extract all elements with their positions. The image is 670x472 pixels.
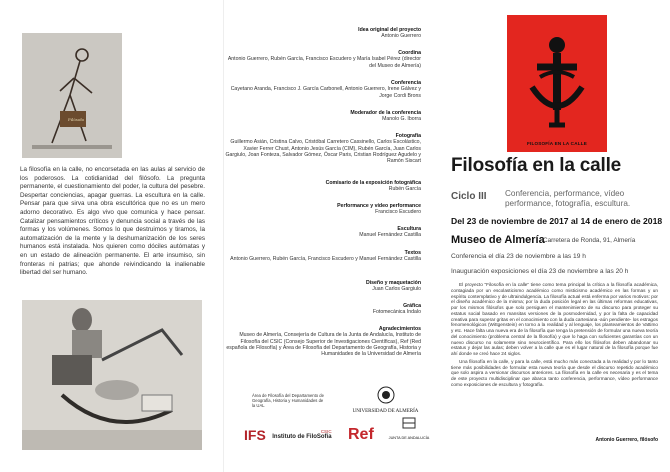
filosofia-calle-emblem-icon <box>507 15 607 152</box>
credit-title: Moderador de la conferencia <box>350 110 421 116</box>
credit-title: Coordina <box>398 50 421 56</box>
credit-text: Museo de Almería, Consejería de Cultura de la Junta de Andalucía, Instituto de Filosofía del CSIC (Consejo Superior de Investigaciones Científicas), Ref (Red española de Filosofía) y Área de Filosofía del Departamento de Geografía, Historia y Humanidades de la Universidad de Almería <box>226 332 421 358</box>
ual-seal-icon <box>377 386 395 404</box>
credit-idea <box>221 27 421 40</box>
credit-conferencia <box>221 80 421 99</box>
ifs-csic: CSIC <box>320 429 332 435</box>
credit-title: Diseño y maquetación <box>365 280 421 286</box>
credit-title: Fotografía <box>395 133 421 139</box>
credit-comisario <box>221 180 421 193</box>
credit-performance <box>221 203 421 216</box>
junta-text: JUNTA DE ANDALUCÍA <box>388 436 430 440</box>
credit-title: Agradecimientos <box>378 326 421 332</box>
credit-text: Francisco Escudero <box>375 209 421 216</box>
credit-title: Comisario de la exposición fotográfica <box>325 180 421 186</box>
credit-text: Manolo G. Iborra <box>382 116 421 123</box>
poster-logo <box>507 15 607 152</box>
credit-title: Conferencia <box>391 80 421 86</box>
poster-caption: FILOSOFÍA EN LA CALLE <box>526 141 587 146</box>
ref-logo <box>346 420 380 446</box>
description-paragraph-2: Una filosofía en la calle, y para la calle, está mucho más conectada a la realidad y por lo tanto tiene más posibilidades de formular esta nueva teoría que desde el discurso repetido académico que solo aspira a versionar discursos anteriores. La filosofía en la calle es necesaria y es el tema de este proyecto multidisciplinar que abarca tanto conferencia, performance, vídeo performance como exposiciones de escultura y fotografía. <box>451 358 658 387</box>
ciclo-description: Conferencia, performance, vídeo performance, fotografía, escultura. <box>505 189 631 208</box>
ciclo-label: Ciclo III <box>451 191 487 202</box>
credit-coordina <box>221 50 421 69</box>
credit-text: Manuel Fernández Castilla <box>359 232 421 239</box>
ref-text: Ref <box>348 426 374 443</box>
credit-title: Performance y vídeo performance <box>337 203 421 209</box>
credit-fotografia <box>221 133 421 164</box>
sculpture-photo-filosofo <box>22 33 122 158</box>
event-conferencia: Conferencia el día 23 de noviembre a las 19 h <box>451 253 586 260</box>
credit-text: Cayetano Aranda, Francisco J. García Carbonell, Antonio Guerrero, Irene Gálvez y Jorge Cordi Brons <box>230 86 421 99</box>
credit-text: Guillermo Asián, Cristina Calvo, Cristóbal Carretero Cassinello, Carlos Escolástico, Xavier Ferrer Chust, Antonio Jesús García (CIM), Rubén García, Juan Carlos Gargiulo, Joan Fonteza, Salvador Gómez, Óscar Paris, Cristian Rodríguez Agudelo y Ramón Siscart <box>225 139 421 165</box>
junta-emblem-icon <box>400 417 418 431</box>
credit-diseno <box>221 280 421 293</box>
left-panel <box>0 0 223 472</box>
sign-text: Filósofo <box>68 117 85 122</box>
venue-name: Museo de Almería <box>451 234 545 246</box>
event-inauguracion: Inauguración exposiciones el día 23 de noviembre a las 20 h <box>451 268 629 275</box>
ual-text: UNIVERSIDAD DE ALMERÍA <box>352 409 419 414</box>
description-paragraph-1: El proyecto “Filosofía en la calle” tiene como tema principal la crítica a la filosofía académica, contagiada por un escolasticismo académico como misticismo académico en las formas y un espíritu contemplativo y de ultraindulgencia. La filosofía actual está enferma por varios motivos: por el diseño académico de la misma; por la duda posición legal en las últimas reformas educativas, por los mismos filósofos que solo persiguen el mantenimiento de su discurso para proteger su estatus social basado en mansitas versiones de la posmodernidad, y por la falta de capacidad creativa para superar gritas en el conocimiento con la duda cartesiana -aún pendiente- los estragos fenomenológicos (Wittgenstein) en torno a la realidad y al lenguaje, los planteamientos de Vattimo y etc. Hace falta una nueva era de la filosofía que tenga la pretensión de formular una nueva teoría del conocimiento (problema central de la filosofía) y que lo haga con suficientes garantías con un nuevo discurso no solamente sino neurocientífico. Para ello los filósofos deben abandonar su estatus y dejar las aulas; deben volver a la calle que es el lugar natural de la filosofía porque fue ahí donde se creó hace 24 siglos. <box>451 282 658 356</box>
ual-logo <box>348 386 423 414</box>
credit-textos <box>221 250 421 263</box>
credit-title: Textos <box>404 250 421 256</box>
project-description <box>451 282 658 390</box>
intro-text <box>20 166 205 278</box>
area-filosofia-caption: Área de Filosofía del Departamento de Geografía, Historia y Humanidades de la UAL <box>252 393 324 408</box>
venue-address: Carretera de Ronda, 91, Almería <box>543 237 636 244</box>
credit-text: Antonio Guerrero, Rubén García, Francisco Escudero y María Isabel Pérez (director del Museo de Almería) <box>227 56 421 69</box>
credit-moderador <box>221 110 421 123</box>
credit-title: Idea original del proyecto <box>358 27 421 33</box>
page-title: Filosofía en la calle <box>451 155 622 176</box>
event-dates: Del 23 de noviembre de 2017 al 14 de enero de 2018 <box>451 216 663 226</box>
signature: Antonio Guerrero, filósofo <box>595 437 658 443</box>
credit-title: Gráfica <box>403 303 421 309</box>
credit-title: Escultura <box>397 226 421 232</box>
credit-text: Antonio Guerrero <box>381 33 421 40</box>
credit-text: Juan Carlos Gargiulo <box>372 286 421 293</box>
ifs-logo <box>244 426 339 444</box>
ifs-short: IFS <box>244 426 266 443</box>
sculpture-photo-machine <box>22 300 202 450</box>
credit-text: Fotomecánica Indalo <box>372 309 421 316</box>
credit-escultura <box>221 226 421 239</box>
credit-grafica <box>221 303 421 316</box>
credit-text: Antonio Guerrero, Rubén García, Francisco Escudero y Manuel Fernández Castilla <box>230 256 421 263</box>
intro-paragraph: La filosofía en la calle, no encorsetada en las aulas al servicio de los poderosos. La cotidianidad del filósofo. La pregunta permanente, el cuestionamiento del poder, la cultura del pesebre. Despertar conciencias, apagar guerras. La escultura en la calle. Pensar para que sirva una obra escultórica que no es un mero adorno decorativo. Es algo vivo que comunica y hace pensar. Catalizar pensamientos críticos y denuncia social a través de las formas y los volúmenes. Somos lo que destruimos y tiramos, la automatización de la mente y la deshumanización de los seres humanos está instalada. Nos quieren como dóciles autómatas y en un estado de alineación permanente. El arte insumiso, sin fronteras ni patrias; que ahonde reivindicando la inalienable libertad del ser humano. <box>20 166 205 277</box>
credit-agradecimientos <box>221 326 421 357</box>
credit-text: Rubén García <box>388 186 421 193</box>
junta-logo <box>388 417 430 440</box>
ifs-name: Instituto de FiloSofía <box>272 434 332 441</box>
